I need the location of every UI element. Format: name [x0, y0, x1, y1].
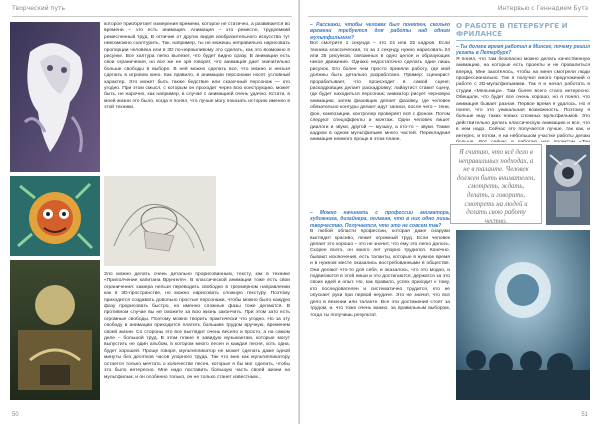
right-header-rule [308, 16, 588, 17]
section-title: О РАБОТЕ В ПЕТЕРБУРГЕ И ФРИЛАНСЕ [456, 21, 568, 39]
left-header-rule [12, 16, 292, 17]
question-3: – Ты долгое время работал в Минске, почему решил уехать в Петербург? [456, 44, 590, 57]
left-intro-paragraph: которое приобретает измерения времени, которое не статично, а развивается во времени – это есть анимация. Анимация – это ремесло, трудоемкий ремесленный труд. В отличие от других видов изобразительного искусства тут невозможно схалтурить. Так, например, ты не можешь неправильно нарисовать пропорции человека или в 3D по-неряшливому это сделать, как это возможно в рисунке. Все халтура легко вылезет, что будет видно сразу. В анимации есть свои ограничения, но все же не зря говорят, что анимация дает значительно больше свободы в выборе. В ней можно сделать все, что можно и нельзя сделать в игровом кино. Как правило, в анимации персонажи носят условный характер. Это может быть также бедствие или сказочный персонаж — кто угодно. При этом смысл, с которым он проходит через всю конструкцию, может быть, не нарочно, как например, в случае с анимацией очень удачно. Кстати, в моей жизни это было, когда я понял, что лучше могу показать историю именно в этой техники. [104, 22, 290, 111]
section-title-rule [456, 40, 590, 41]
left-caption-text [104, 272, 290, 412]
dragon-illustration [10, 22, 100, 172]
right-page-header: Интервью с Геннадием Бутэ [497, 5, 588, 12]
crowd-scene-illustration [456, 230, 590, 400]
sketch-illustration [104, 176, 216, 266]
left-caption-paragraph: Зло можно делать очень детально прорисованным, тексту, как в технике «Прилолчение капитана Врунгеля». В классической анимации тоже есть свои ограничения: камера нельзя переводить свободно в трехмерном направлении как в 3D-пространстве, но можно нарисовать сложную текстуру. Поэтому приходится создавать довольно простые персонажи, чтобы можно было каждую фазу прорисовать быстро, но именно сложные фазы тоже делаются. В противном случае вы не сможете за всю жизнь закончить. При этом зато есть огромные свободы. Поэтому можно творить практически что угодно. Но за эту свободу в анимации приходится платить большим трудом вручную, временем своей жизни. Со стороны это все выглядит очень весело и просто, а на самом деле – большой труд. В этом плане я завидую музыкантам, которые могут выпустить не один альбом, в котором много песен и каждая песня, хоть одна, будет хорошей. Проще говоря, мультипликатор не может сделать даже одной минуты без десятков часов упорного труда. Так что мне как мультипликатору остается только мечтать о количестве песен, которые я бы мог сделать, чтобы это было интересно. Мне надо поставить большую часть своей жизни на мультфильм, и он особенно только, он не только станет известным... [104, 272, 290, 380]
right-column-1-top [310, 22, 450, 208]
answer-2: В любой области профессии, которая даже снаружи выглядит красиво, лежит огромный труд. Если человек делает это хорошо – это не значит, что ему это легко далось. Скорее всего, он много лет упорно трудился. Конечно, бывают исключения, есть таланты, которые в нужное время и в нужном месте оказались востребованными в обществе. Они делают что-то для себя, и оказалось, что это модно, и подвигаются в этой ниши и это достигаются, держатся за это своих идей и опыт. Но, как правило, успех приходит к тому, кто последователен и систематично трудится, кто не опускает руки при первой неудаче. Это не значит, что все дело в везении или таланте. Все эти достижения стоят за трудом, и, что тоже очень важно, за правильным выбором, тогда ты получишь результат. [310, 229, 450, 318]
left-intro-text [104, 22, 290, 172]
pull-quote: Я считаю, что всё дело в неправильных подходах, а не в таланте. Человек должен быть внимателен, смотреть, ждать, делать, и говорить, смотреть на людей и делать свою работу честно. [450, 144, 542, 224]
question-2: – Можно начинать с профессии аниматора, художника, дизайнера, полагая, что в них одно лишь творчество. Получается, что это не совсем так? [310, 210, 450, 229]
left-page-header: Творческий путь [12, 5, 66, 12]
left-page-number: 50 [12, 412, 19, 418]
right-page-number: 51 [581, 412, 588, 418]
machine-creature-illustration [546, 145, 590, 225]
right-column-2-top [456, 44, 590, 142]
right-column-1-bottom [310, 210, 450, 410]
answer-1: Вот смотрите 1 секунда – это 24 или 25 кадров. Если техника классическая, то за 1 секунду нужно нарисовать 24 или 25 рисунков, связанных в одно целое и образующих некое движение. Однако недостаточно сделать один лишь рисунок. Его более чем просто приняли работу, где мой должны быть детально разработано. Пример: сценарист прорабатывает, что происходит в самой сцене; раскадровщик делает раскадровку; лайаутист ставит сцену, где будет находиться персонаж; аниматор рисует черновую анимацию; затем фазовщик делает фазовку, где человек обязательно контуры делает идут записи, после чего – тени, фон, композиции, контролер проверяет всё с фоном. Потом следуют спецэффекты и монтаж. Одни человек пишет диалоги и звуки, другой — музыку, а кто-то – звуки. Также кадром в одном мультфильме много частей. Перекладная анимация немного проще в этом плане. [310, 41, 450, 143]
colorful-creature-illustration [10, 176, 100, 256]
dark-scene-illustration [10, 260, 100, 400]
question-1: – Расскажи, чтобы человек был понятен, сколько времени требуется для работы над одним мультфильмом? [310, 22, 450, 41]
answer-3: Я понял, что там безопасно можно делать качественную анимацию, на которые есть проекты и не провалиться вперед. Мне захотелось, чтобы на меня смотрели люди профессионально. Так я получил много предложений о работе с 2D-мультфильмами. Так я и начал работать в студии «Мельница». Там более всего стало интересно. Обещали, что будет все очень хорошо, но я понял, что анимация бывает разная. Первое время я удалось. Но я понял, что это уникальная возможность. Поэтому я больше ищу таких новых сложных мультфильмов. Это действительно делать классическую анимацию и все, что в нем надо. Сейчас это получается лучше, так как, и интерес, и потом, я на небольшом участке работы делаю [456, 56, 590, 139]
right-page [300, 0, 600, 424]
